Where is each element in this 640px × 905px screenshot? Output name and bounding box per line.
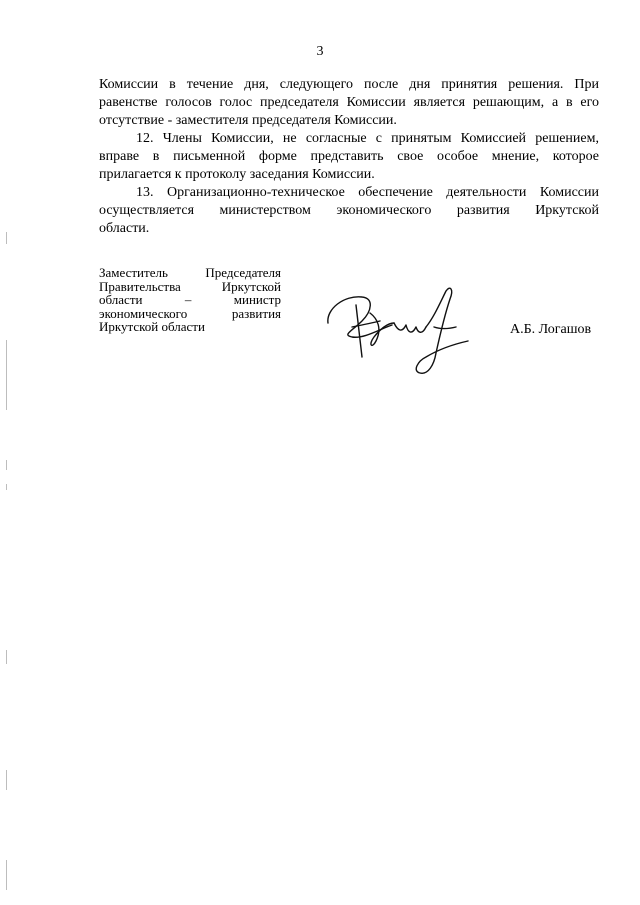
signer-position — [99, 266, 281, 334]
signer-position-line: Иркутской области — [99, 319, 205, 334]
text-line: отсутствие - заместителя председателя Комиссии. — [99, 113, 397, 128]
paragraph-13 — [99, 184, 599, 238]
text-line: области. — [99, 221, 150, 236]
signer-name: А.Б. Логашов — [510, 322, 592, 337]
handwritten-signature — [322, 283, 474, 379]
signer-position-line: экономического развития — [99, 305, 281, 321]
signer-position-line: Заместитель Председателя — [99, 265, 281, 280]
text-line: прилагается к протоколу заседания Комиссии. — [99, 167, 375, 182]
page-number: 3 — [316, 44, 324, 59]
paragraph-continuation — [99, 76, 599, 130]
text-line: вправе в письменной форме представить свое особое мнение, которое — [99, 149, 599, 164]
text-line: 12. Члены Комиссии, не согласные с принятым Комиссией решением, — [136, 131, 599, 146]
text-line: равенстве голосов голос председателя Комиссии является решающим, а в его — [99, 95, 599, 110]
text-line: 13. Организационно-техническое обеспечение деятельности Комиссии — [136, 185, 599, 200]
text-line: Комиссии в течение дня, следующего после дня принятия решения. При — [99, 77, 599, 92]
signer-position-line: области – министр — [99, 292, 281, 307]
text-line: осуществляется министерством экономического развития Иркутской — [99, 203, 599, 218]
document-body — [99, 76, 599, 238]
signer-position-line: Правительства Иркутской — [99, 278, 281, 294]
paragraph-12 — [99, 130, 599, 184]
scan-margin-marks — [6, 0, 10, 905]
